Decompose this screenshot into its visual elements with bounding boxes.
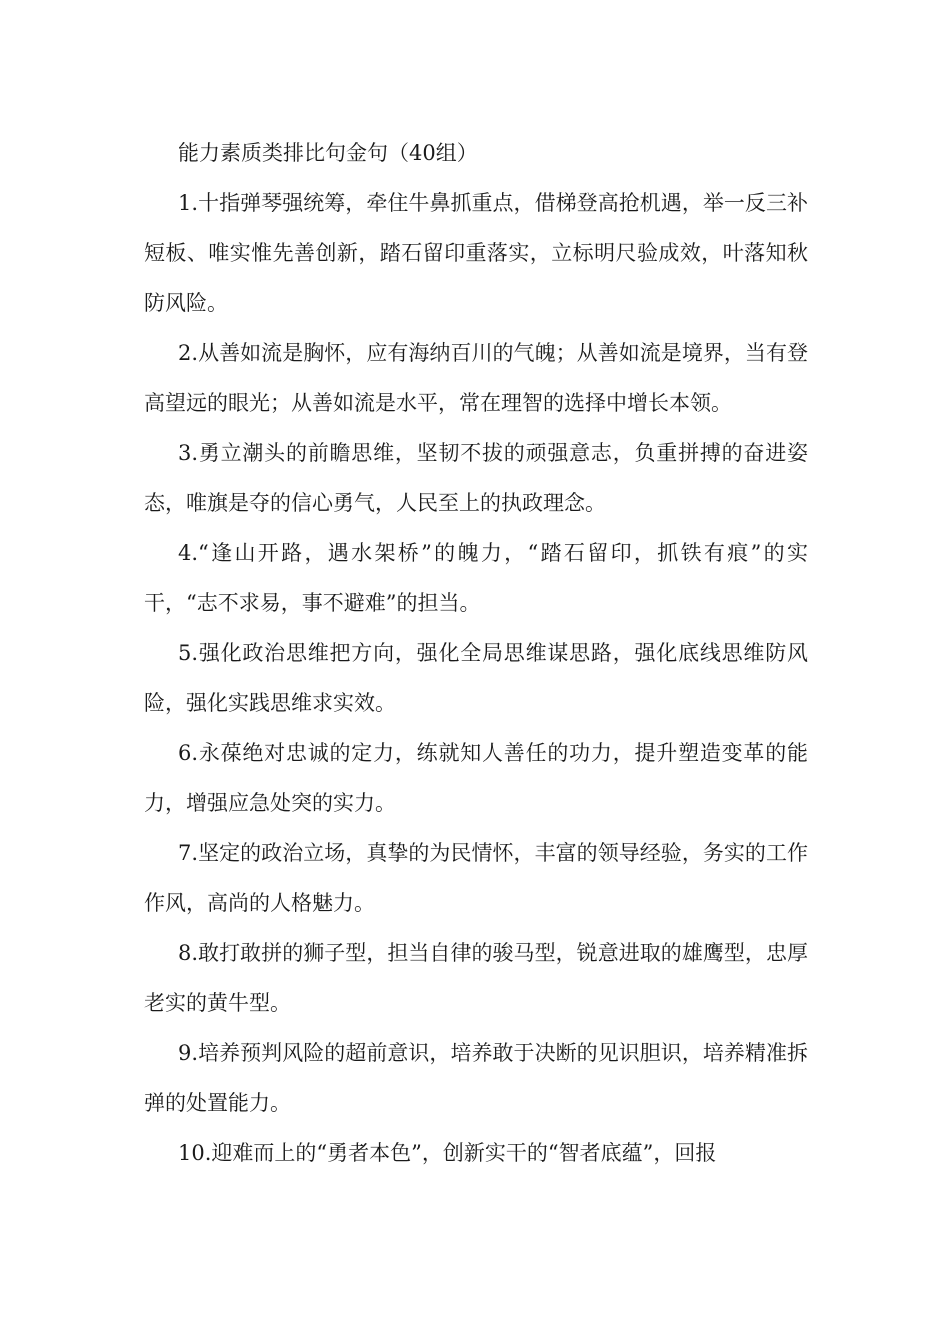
paragraph-4: 4.“逢山开路，遇水架桥”的魄力，“踏石留印，抓铁有痕”的实干，“志不求易，事不避难”的担当。 <box>144 541 808 615</box>
paragraph-6: 6.永葆绝对忠诚的定力，练就知人善任的功力，提升塑造变革的能力，增强应急处突的实力。 <box>144 741 808 815</box>
paragraph-5: 5.强化政治思维把方向，强化全局思维谋思路，强化底线思维防风险，强化实践思维求实效。 <box>144 641 808 715</box>
document-title: 能力素质类排比句金句（40组） <box>178 141 478 165</box>
paragraph-1: 1.十指弹琴强统筹，牵住牛鼻抓重点，借梯登高抢机遇，举一反三补短板、唯实惟先善创新，踏石留印重落实，立标明尺验成效，叶落知秋防风险。 <box>144 191 808 315</box>
paragraph-3: 3.勇立潮头的前瞻思维，坚韧不拔的顽强意志，负重拼搏的奋进姿态，唯旗是夺的信心勇气，人民至上的执政理念。 <box>144 441 808 515</box>
paragraph-10: 10.迎难而上的“勇者本色”，创新实干的“智者底蕴”，回报 <box>178 1141 717 1165</box>
document-page <box>144 128 808 1178</box>
paragraph-9: 9.培养预判风险的超前意识，培养敢于决断的见识胆识，培养精准拆弹的处置能力。 <box>144 1041 808 1115</box>
paragraph-8: 8.敢打敢拼的狮子型，担当自律的骏马型，锐意进取的雄鹰型，忠厚老实的黄牛型。 <box>144 941 808 1015</box>
paragraph-2: 2.从善如流是胸怀，应有海纳百川的气魄；从善如流是境界，当有登高望远的眼光；从善如流是水平，常在理智的选择中增长本领。 <box>144 341 808 415</box>
paragraph-7: 7.坚定的政治立场，真挚的为民情怀，丰富的领导经验，务实的工作作风，高尚的人格魅力。 <box>144 841 808 915</box>
